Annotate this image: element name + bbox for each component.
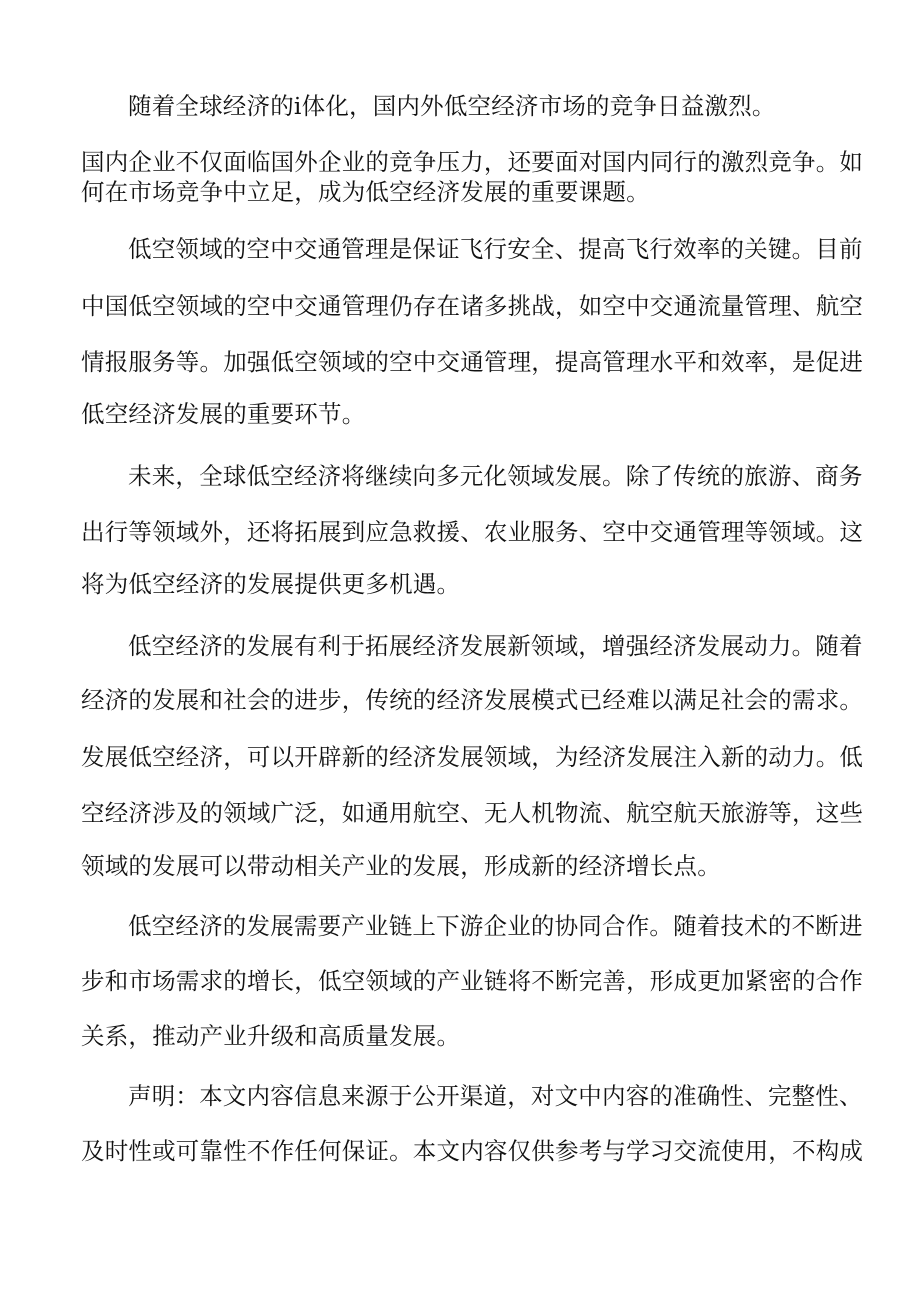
- disclaimer-line-2: 及时性或可靠性不作任何保证。本文内容仅供参考与学习交流使用，不构成: [81, 1137, 864, 1165]
- disclaimer-line-1: 声明：本文内容信息来源于公开渠道，对文中内容的准确性、完整性、: [128, 1082, 863, 1110]
- paragraph-4-line-3: 将为低空经济的发展提供更多机遇。: [81, 570, 461, 598]
- paragraph-1-line-1: 随着全球经济的i体化，国内外低空经济市场的竞争日益激烈。: [128, 92, 776, 120]
- paragraph-5-line-4: 空经济涉及的领域广泛，如通用航空、无人机物流、航空航天旅游等，这些: [81, 799, 864, 827]
- paragraph-6-line-2: 步和市场需求的增长，低空领域的产业链将不断完善，形成更加紧密的合作: [81, 967, 864, 995]
- paragraph-6-line-1: 低空经济的发展需要产业链上下游企业的协同合作。随着技术的不断进: [128, 912, 863, 940]
- paragraph-2-line-1: 国内企业不仅面临国外企业的竞争压力，还要面对国内同行的激烈竞争。如: [81, 148, 864, 176]
- paragraph-5-line-1: 低空经济的发展有利于拓展经济发展新领域，增强经济发展动力。随着: [128, 632, 863, 660]
- paragraph-2-line-2: 何在市场竞争中立足，成为低空经济发展的重要课题。: [81, 178, 650, 206]
- paragraph-3-line-4: 低空经济发展的重要环节。: [81, 400, 366, 428]
- paragraph-4-line-2: 出行等领域外，还将拓展到应急救援、农业服务、空中交通管理等领域。这: [81, 518, 864, 546]
- paragraph-5-line-5: 领域的发展可以带动相关产业的发展，形成新的经济增长点。: [81, 852, 721, 880]
- paragraph-6-line-3: 关系，推动产业升级和高质量发展。: [81, 1022, 461, 1050]
- paragraph-3-line-1: 低空领域的空中交通管理是保证飞行安全、提高飞行效率的关键。目前: [128, 235, 863, 263]
- paragraph-3-line-3: 情报服务等。加强低空领域的空中交通管理，提高管理水平和效率，是促进: [81, 348, 864, 376]
- paragraph-4-line-1: 未来，全球低空经济将继续向多元化领域发展。除了传统的旅游、商务: [128, 462, 863, 490]
- paragraph-5-line-3: 发展低空经济，可以开辟新的经济发展领域，为经济发展注入新的动力。低: [81, 743, 864, 771]
- paragraph-5-line-2: 经济的发展和社会的进步，传统的经济发展模式已经难以满足社会的需求。: [81, 686, 864, 714]
- paragraph-3-line-2: 中国低空领域的空中交通管理仍存在诸多挑战，如空中交通流量管理、航空: [81, 292, 864, 320]
